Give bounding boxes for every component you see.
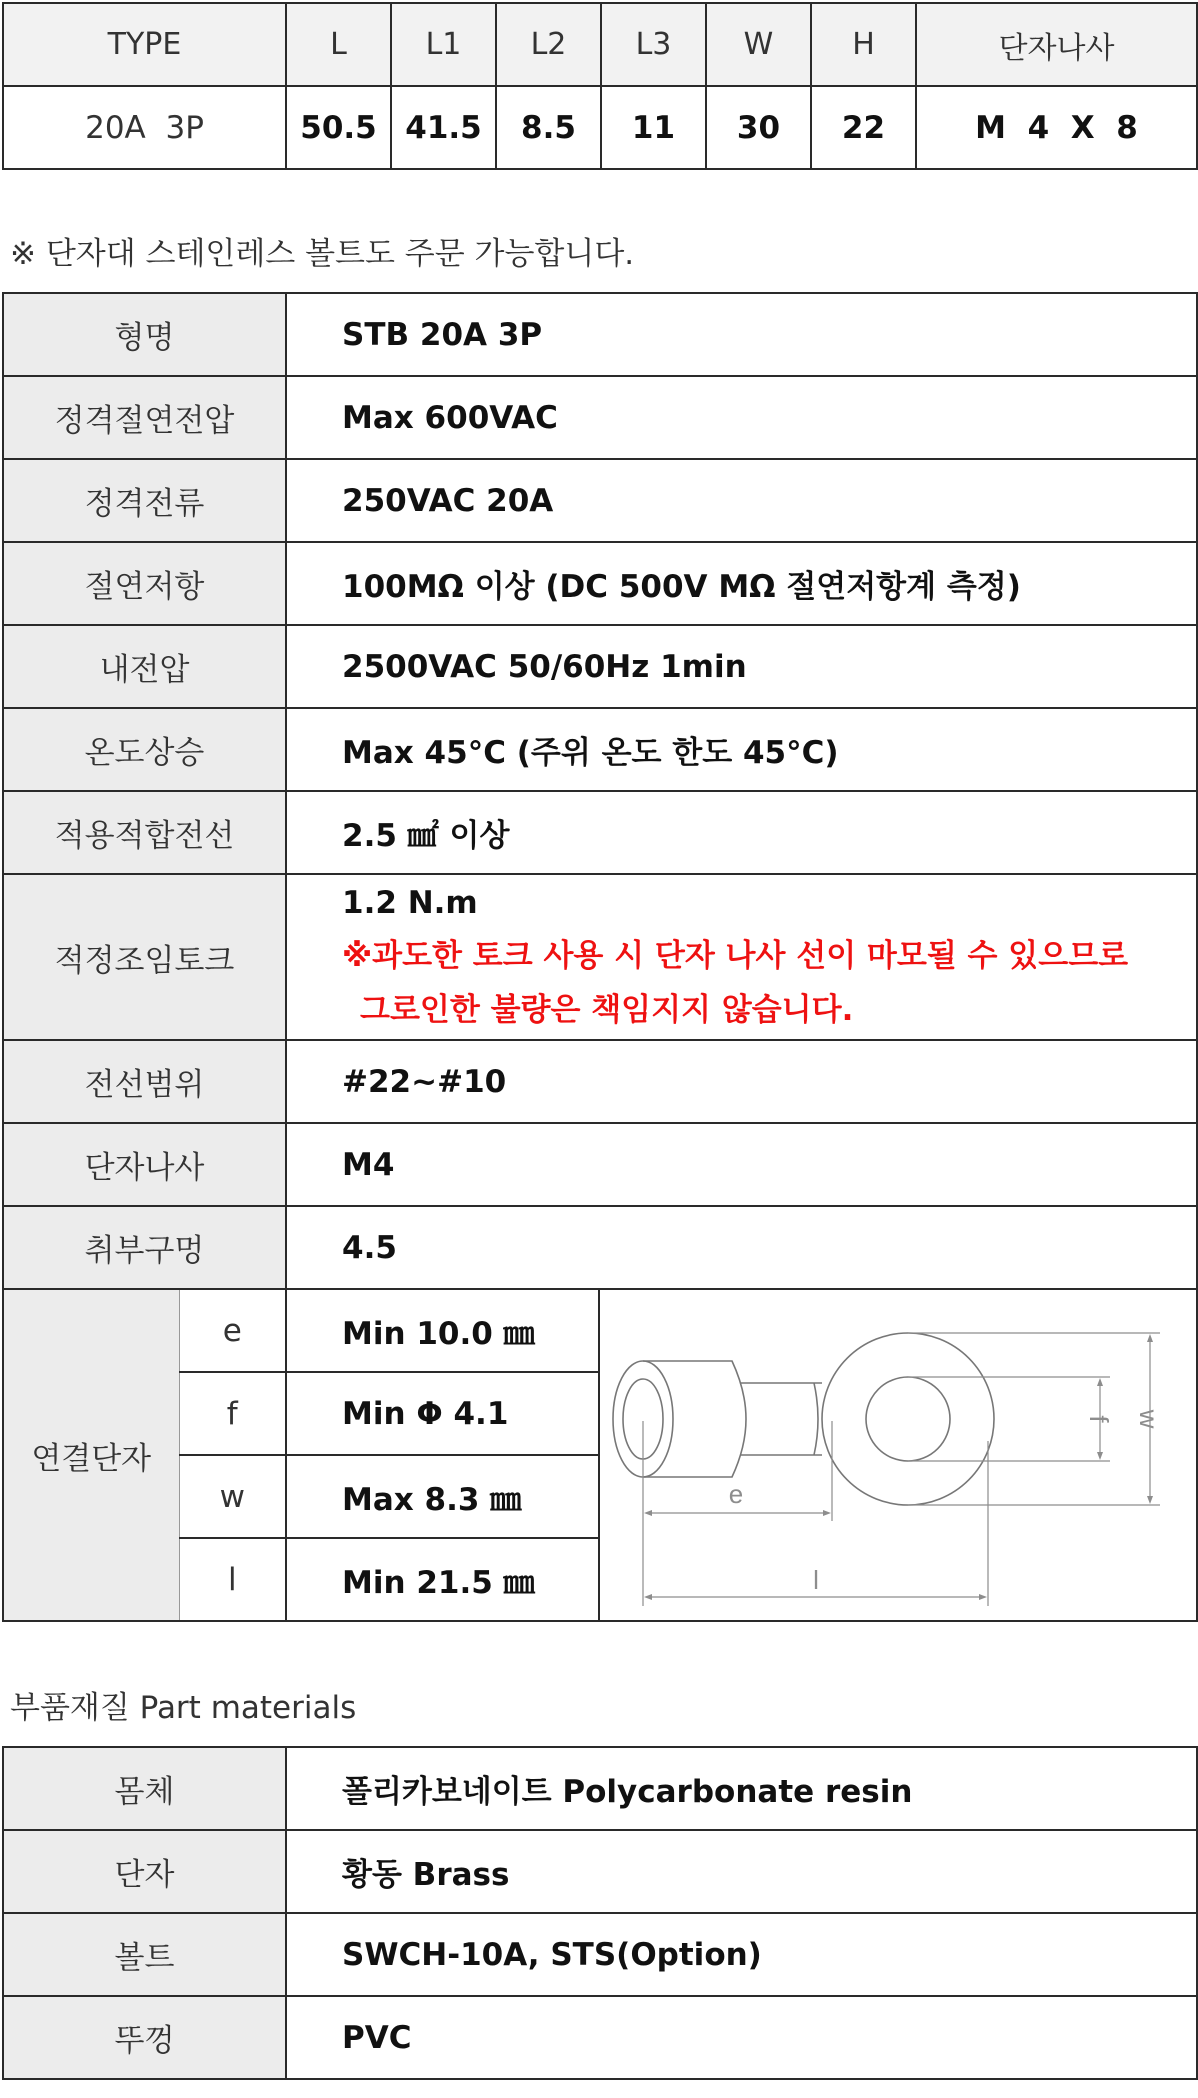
spec-row-tightening-torque — [3, 874, 1197, 1040]
spec-label: 취부구멍 — [3, 1206, 286, 1289]
dimensions-header-row — [3, 3, 1197, 86]
spec-label: 절연저항 — [3, 542, 286, 625]
materials-title: 부품재질 Part materials — [10, 1690, 357, 1726]
value-w: 30 — [706, 86, 811, 169]
sleeve-body — [643, 1361, 746, 1477]
connection-key: f — [179, 1372, 286, 1455]
torque-cell — [286, 874, 1197, 1040]
stainless-bolt-note: ※ 단자대 스테인레스 볼트도 주문 가능합니다. — [10, 236, 635, 272]
spec-label: 형명 — [3, 293, 286, 376]
spec-label: 단자나사 — [3, 1123, 286, 1206]
spec-value: Max 600VAC — [286, 376, 1197, 459]
material-value: 폴리카보네이트 Polycarbonate resin — [286, 1747, 1197, 1830]
torque-value: 1.2 N.m — [342, 885, 478, 921]
material-value: SWCH-10A, STS(Option) — [286, 1913, 1197, 1996]
materials-table — [2, 1746, 1198, 2080]
spec-row-rated-current — [3, 459, 1197, 542]
value-terminal-screw: M 4 X 8 — [916, 86, 1197, 169]
material-label: 몸체 — [3, 1747, 286, 1830]
dimensions-table — [2, 2, 1198, 170]
connection-value: Min 10.0 ㎜ — [286, 1289, 599, 1372]
spec-value: #22~#10 — [286, 1040, 1197, 1123]
material-row-bolt — [3, 1913, 1197, 1996]
barrel-end — [814, 1383, 818, 1455]
connection-value: Min Φ 4.1 — [286, 1372, 599, 1455]
arrow-l-right — [979, 1594, 987, 1600]
material-value: PVC — [286, 1996, 1197, 2079]
spec-value: 100MΩ 이상 (DC 500V MΩ 절연저항계 측정) — [286, 542, 1197, 625]
diagram-label-e: e — [728, 1479, 744, 1509]
connection-label: 연결단자 — [3, 1289, 179, 1621]
spec-label: 내전압 — [3, 625, 286, 708]
spec-value: Max 45°C (주위 온도 한도 45°C) — [286, 708, 1197, 791]
spec-value: STB 20A 3P — [286, 293, 1197, 376]
spec-value: 4.5 — [286, 1206, 1197, 1289]
spec-row-insulation-resistance — [3, 542, 1197, 625]
header-w: W — [706, 3, 811, 86]
value-l3: 11 — [601, 86, 706, 169]
spec-label: 정격절연전압 — [3, 376, 286, 459]
material-row-cover — [3, 1996, 1197, 2079]
value-type: 20A 3P — [3, 86, 286, 169]
diagram-label-f: f — [1084, 1415, 1114, 1423]
spec-row-withstand-voltage — [3, 625, 1197, 708]
connection-key: w — [179, 1455, 286, 1538]
header-l: L — [286, 3, 391, 86]
diagram-label-l: l — [813, 1565, 819, 1595]
material-label: 볼트 — [3, 1913, 286, 1996]
spec-row-applicable-wire — [3, 791, 1197, 874]
arrow-f-top — [1097, 1378, 1103, 1386]
arrow-e-right — [823, 1510, 831, 1516]
header-l1: L1 — [391, 3, 496, 86]
material-value: 황동 Brass — [286, 1830, 1197, 1913]
arrow-w-bottom — [1147, 1496, 1153, 1504]
spec-value: M4 — [286, 1123, 1197, 1206]
ring-terminal-drawing — [600, 1291, 1194, 1619]
ring-terminal-diagram — [599, 1289, 1197, 1621]
connection-key: l — [179, 1538, 286, 1621]
torque-warning-line2: 그로인한 불량은 책임지지 않습니다. — [360, 992, 854, 1028]
header-l3: L3 — [601, 3, 706, 86]
ring-inner-circle — [866, 1377, 950, 1461]
header-type: TYPE — [3, 3, 286, 86]
spec-value: 2.5 ㎟ 이상 — [286, 791, 1197, 874]
torque-warning-line1: ※과도한 토크 사용 시 단자 나사 선이 마모될 수 있으므로 — [342, 938, 1129, 974]
arrow-e-left — [644, 1510, 652, 1516]
value-l: 50.5 — [286, 86, 391, 169]
spec-label: 전선범위 — [3, 1040, 286, 1123]
spec-row-mounting-hole — [3, 1206, 1197, 1289]
connection-value: Max 8.3 ㎜ — [286, 1455, 599, 1538]
spec-row-temperature-rise — [3, 708, 1197, 791]
spec-label: 정격전류 — [3, 459, 286, 542]
header-terminal-screw: 단자나사 — [916, 3, 1197, 86]
spec-row-model — [3, 293, 1197, 376]
spec-row-wire-range — [3, 1040, 1197, 1123]
ring-outer-circle — [822, 1333, 994, 1505]
arrow-f-bottom — [1097, 1452, 1103, 1460]
value-l2: 8.5 — [496, 86, 601, 169]
material-label: 뚜껑 — [3, 1996, 286, 2079]
connection-key: e — [179, 1289, 286, 1372]
spec-table — [2, 292, 1198, 1622]
material-label: 단자 — [3, 1830, 286, 1913]
spec-label: 온도상승 — [3, 708, 286, 791]
arrow-w-top — [1147, 1334, 1153, 1342]
barrel-lines — [740, 1383, 822, 1455]
connection-value: Min 21.5 ㎜ — [286, 1538, 599, 1621]
material-row-body — [3, 1747, 1197, 1830]
connection-row-e — [3, 1289, 1197, 1372]
dimensions-value-row — [3, 86, 1197, 169]
spec-label: 적정조임토크 — [3, 874, 286, 1040]
spec-value: 250VAC 20A — [286, 459, 1197, 542]
spec-label: 적용적합전선 — [3, 791, 286, 874]
spec-value: 2500VAC 50/60Hz 1min — [286, 625, 1197, 708]
header-h: H — [811, 3, 916, 86]
material-row-terminal — [3, 1830, 1197, 1913]
spec-row-terminal-screw — [3, 1123, 1197, 1206]
spec-row-rated-insulation-voltage — [3, 376, 1197, 459]
header-l2: L2 — [496, 3, 601, 86]
arrow-l-left — [644, 1594, 652, 1600]
value-h: 22 — [811, 86, 916, 169]
value-l1: 41.5 — [391, 86, 496, 169]
diagram-label-w: w — [1134, 1409, 1164, 1429]
